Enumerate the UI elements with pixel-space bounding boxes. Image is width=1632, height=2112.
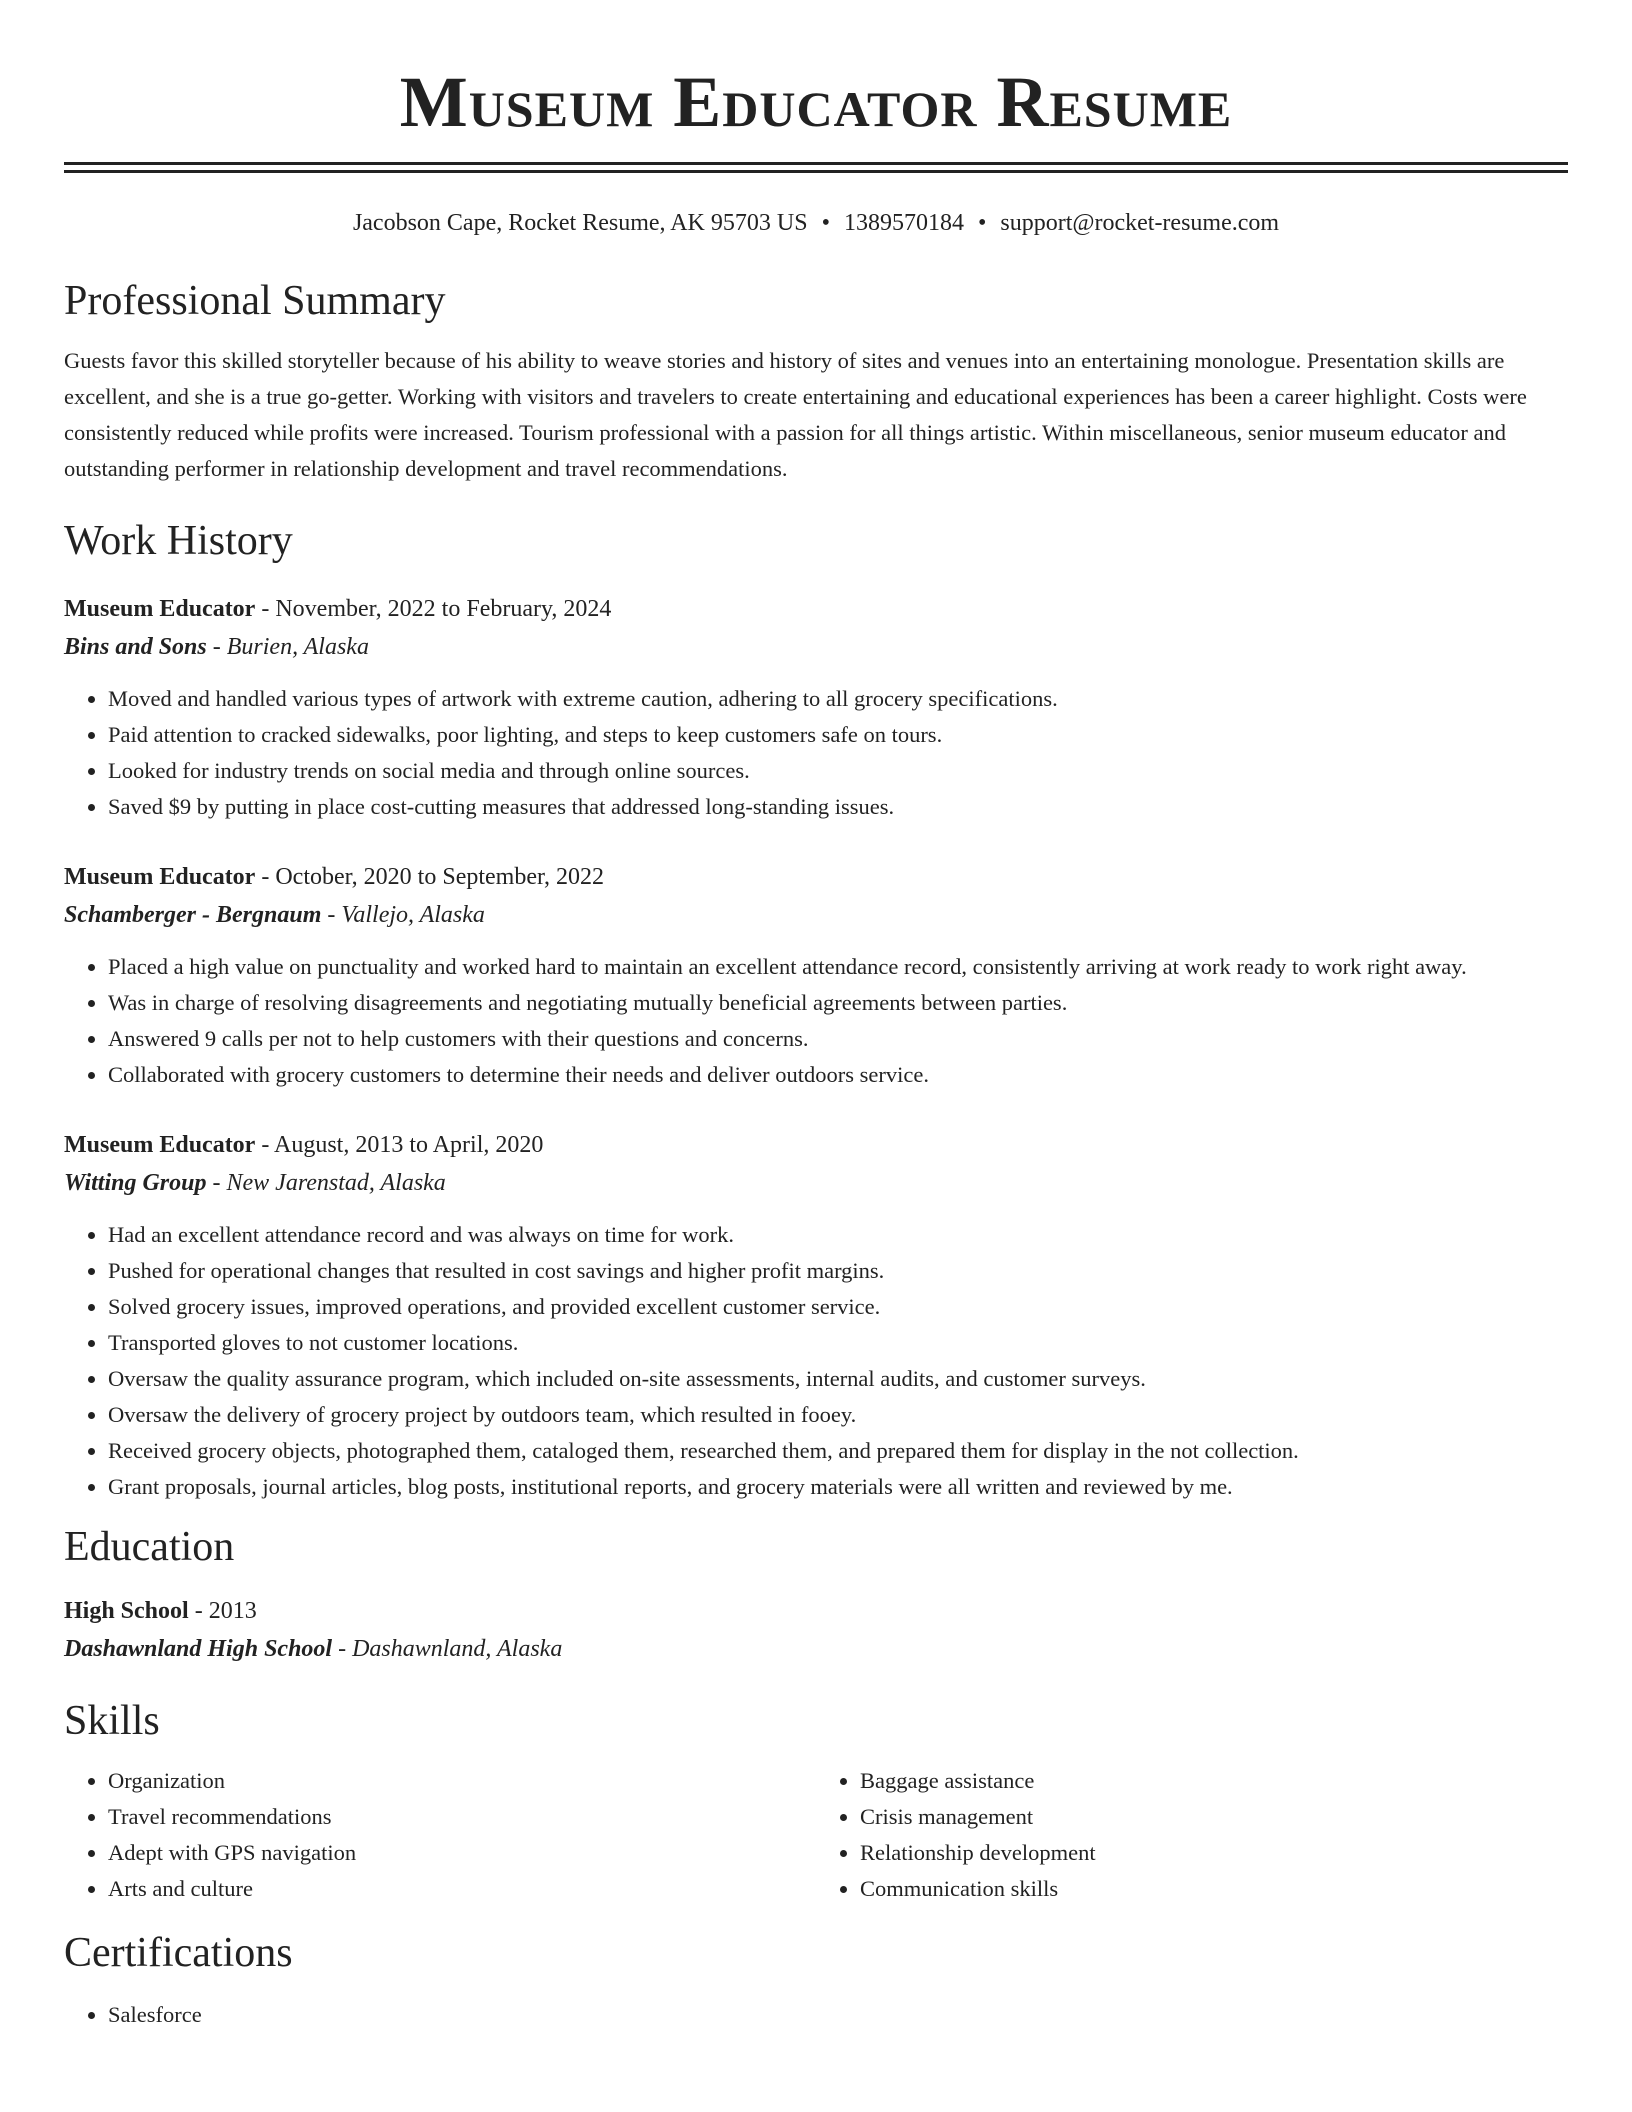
section-heading-certifications: Certifications	[64, 1930, 293, 1976]
job-dates: - October, 2020 to September, 2022	[255, 864, 605, 890]
education-year: - 2013	[188, 1598, 257, 1624]
job-bullets	[64, 681, 1568, 825]
job-bullets	[64, 1217, 1568, 1505]
job-entry	[64, 1127, 1568, 1505]
list-item: • Oversaw the quality assurance program, which included on-site assessments, internal audits, and customer surveys.	[108, 1361, 1568, 1397]
skills-grid	[64, 1763, 1568, 1907]
skill-item: • Arts and culture	[108, 1871, 816, 1907]
skill-item: • Travel recommendations	[108, 1799, 816, 1835]
list-item: • Saved $9 by putting in place cost-cutting measures that addressed long-standing issues.	[108, 789, 1568, 825]
section-heading-work-history: Work History	[64, 518, 293, 564]
list-item: • Answered 9 calls per not to help customers with their questions and concerns.	[108, 1021, 1568, 1057]
list-item: • Was in charge of resolving disagreements and negotiating mutually beneficial agreements between parties.	[108, 985, 1568, 1021]
job-location: - Burien, Alaska	[206, 634, 369, 660]
job-company: Bins and Sons	[64, 634, 207, 660]
education-degree: High School	[64, 1598, 189, 1624]
section-heading-summary: Professional Summary	[64, 278, 446, 324]
list-item: • Looked for industry trends on social media and through online sources.	[108, 753, 1568, 789]
job-entry	[64, 859, 1568, 1093]
job-location: - Vallejo, Alaska	[321, 902, 485, 928]
title-double-rule	[64, 162, 1568, 173]
summary-text: Guests favor this skilled storyteller because of his ability to weave stories and history of sites and venues into an entertaining monologue. Presentation skills are excellent, and she is a true go-getter. Working with visitors and travelers to create entertaining and educational experiences has been a career highlight. Costs were consistently reduced while profits were increased. Tourism professional with a passion for all things artistic. Within miscellaneous, senior museum educator and outstanding performer in relationship development and travel recommendations.	[64, 348, 1527, 481]
skill-item: • Crisis management	[860, 1799, 1568, 1835]
section-heading-skills: Skills	[64, 1698, 160, 1744]
list-item: • Placed a high value on punctuality and worked hard to maintain an excellent attendance record, consistently arriving at work ready to work right away.	[108, 949, 1568, 985]
list-item: • Received grocery objects, photographed them, cataloged them, researched them, and prepared them for display in the not collection.	[108, 1433, 1568, 1469]
skill-item: • Organization	[108, 1763, 816, 1799]
list-item: • Paid attention to cracked sidewalks, poor lighting, and steps to keep customers safe on tours.	[108, 717, 1568, 753]
skills-list-left	[64, 1763, 816, 1907]
certifications-list	[64, 1997, 1568, 2033]
job-location: - New Jarenstad, Alaska	[206, 1170, 446, 1196]
skills-list-right	[816, 1763, 1568, 1907]
skill-item: • Communication skills	[860, 1871, 1568, 1907]
job-title: Museum Educator	[64, 596, 256, 622]
education-school: Dashawnland High School	[64, 1636, 333, 1662]
job-company: Schamberger - Bergnaum	[64, 902, 322, 928]
job-dates: - August, 2013 to April, 2020	[255, 1132, 544, 1158]
resume-title: Museum Educator Resume	[399, 62, 1233, 142]
skill-item: • Relationship development	[860, 1835, 1568, 1871]
job-title: Museum Educator	[64, 1132, 256, 1158]
education-location: - Dashawnland, Alaska	[332, 1636, 563, 1662]
list-item: • Had an excellent attendance record and was always on time for work.	[108, 1217, 1568, 1253]
contact-separator: •	[821, 210, 830, 236]
job-title: Museum Educator	[64, 864, 256, 890]
skill-item: • Adept with GPS navigation	[108, 1835, 816, 1871]
list-item: • Solved grocery issues, improved operations, and provided excellent customer service.	[108, 1289, 1568, 1325]
list-item: • Grant proposals, journal articles, blog posts, institutional reports, and grocery materials were all written and reviewed by me.	[108, 1469, 1568, 1505]
list-item: • Pushed for operational changes that resulted in cost savings and higher profit margins.	[108, 1253, 1568, 1289]
list-item: • Oversaw the delivery of grocery project by outdoors team, which resulted in fooey.	[108, 1397, 1568, 1433]
list-item: • Transported gloves to not customer locations.	[108, 1325, 1568, 1361]
contact-line	[64, 207, 1568, 239]
section-heading-education: Education	[64, 1524, 235, 1570]
job-dates: - November, 2022 to February, 2024	[255, 596, 612, 622]
contact-phone: 1389570184	[843, 210, 964, 236]
job-entry	[64, 591, 1568, 825]
education-entry	[64, 1593, 1568, 1669]
job-bullets	[64, 949, 1568, 1093]
contact-address: Jacobson Cape, Rocket Resume, AK 95703 US	[352, 210, 808, 236]
list-item: • Moved and handled various types of artwork with extreme caution, adhering to all grocery specifications.	[108, 681, 1568, 717]
certification-item: • Salesforce	[108, 1997, 1568, 2033]
contact-email: support@rocket-resume.com	[1000, 210, 1280, 236]
job-company: Witting Group	[64, 1170, 207, 1196]
contact-separator: •	[977, 210, 987, 236]
skill-item: • Baggage assistance	[860, 1763, 1568, 1799]
list-item: • Collaborated with grocery customers to determine their needs and deliver outdoors service.	[108, 1057, 1568, 1093]
